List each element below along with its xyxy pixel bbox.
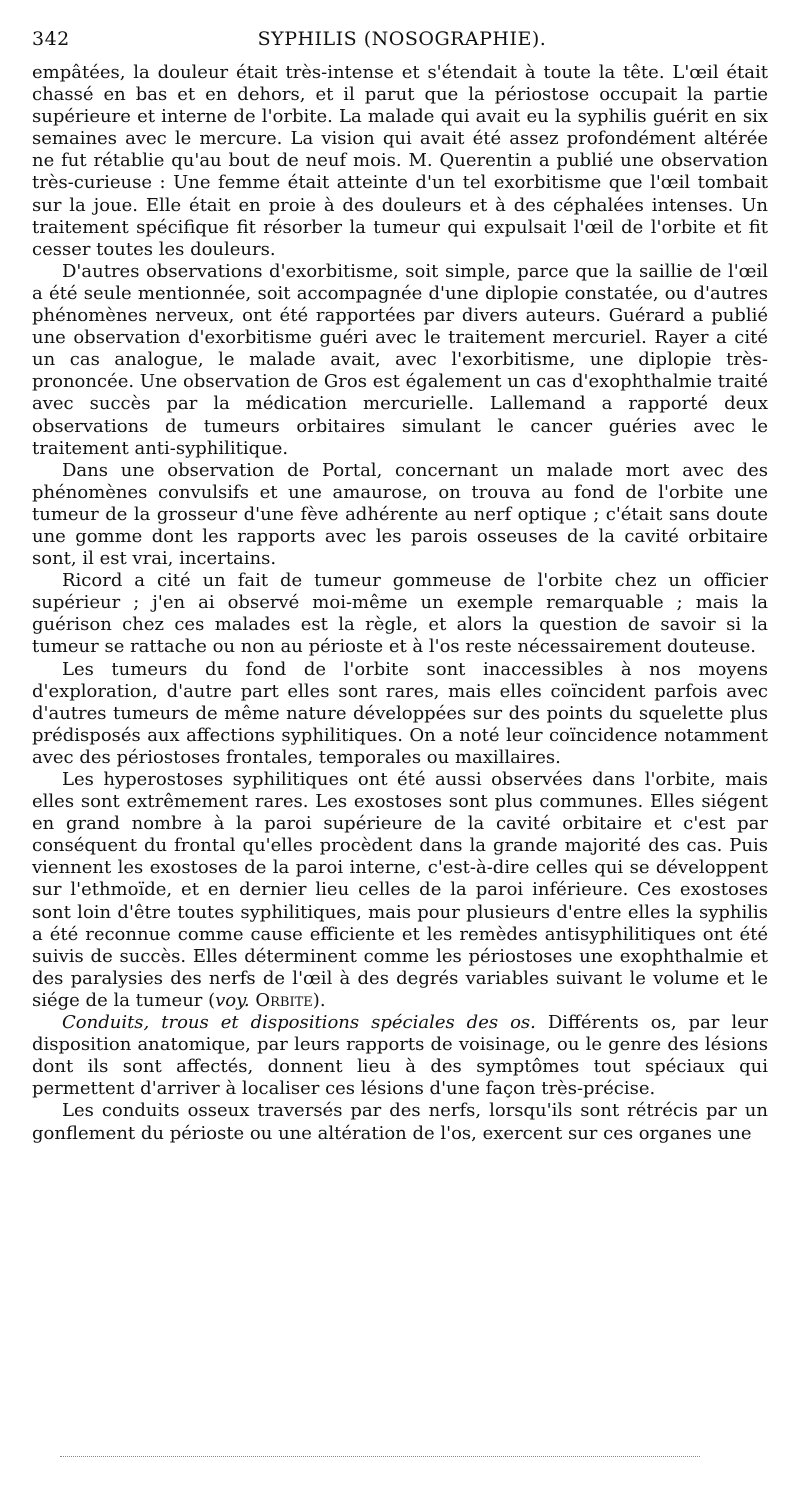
paragraph-5: Les tumeurs du fond de l'orbite sont inaccessibles à nos moyens d'exploration, d'autre part elles sont rares, mais elles coïncident parfois avec d'autres tumeurs de même nature développées sur des points du squelette plus prédisposés aux affections syphilitiques. On a noté leur coïncidence notamment avec des périostoses frontales, temporales ou maxillaires. [32,658,768,768]
paragraph-7 [32,1012,768,1100]
cross-reference-orbite: Orbite [255,989,313,1011]
paragraph-1: empâtées, la douleur était très-intense et s'étendait à toute la tête. L'œil était chassé en bas et en dehors, et il parut que la périostose occupait la partie supérieure et interne de l'orbite. La malade qui avait eu la syphilis guérit en six semaines avec le mercure. La vision qui avait été assez profondément altérée ne fut rétablie qu'au bout de neuf mois. M. Querentin a publié une observation très-curieuse : Une femme était atteinte d'un tel exorbitisme que l'œil tombait sur la joue. Elle était en proie à des douleurs et à des céphalées intenses. Un traitement spécifique fit résorber la tumeur qui expulsait l'œil de l'orbite et fit cesser toutes les douleurs. [32,62,768,260]
paragraph-3: Dans une observation de Portal, concernant un malade mort avec des phénomènes convulsifs et une amaurose, on trouva au fond de l'orbite une tumeur de la grosseur d'une fève adhérente au nerf optique ; c'était sans doute une gomme dont les rapports avec les parois osseuses de la cavité orbitaire sont, il est vrai, incertains. [32,459,768,570]
running-head: SYPHILIS (NOSOGRAPHIE). [257,28,547,50]
footer-dotted-rule [60,1456,700,1457]
section-lead-heading: Conduits, trous et dispositions spéciales des os. [62,1012,536,1034]
paragraph-6-end: ). [312,989,326,1011]
paragraph-7-text: Différents os, par leur disposition anatomique, par leurs rapports de voisinage, ou le genre des lésions dont ils sont affectés, donnent lieu à des symptômes tout spéciaux qui permettent d'arriver à localiser ces lésions d'une façon très-précise. [32,1012,768,1100]
page-header [32,28,772,56]
page-number: 342 [32,28,70,50]
paragraph-6 [32,769,768,1012]
paragraph-4: Ricord a cité un fait de tumeur gommeuse de l'orbite chez un officier supérieur ; j'en ai observé moi-même un exemple remarquable ; mais la guérison chez ces malades est la règle, et alors la question de savoir si la tumeur se rattache ou non au périoste et à l'os reste nécessairement douteuse. [32,570,768,658]
paragraph-2: D'autres observations d'exorbitisme, soit simple, parce que la saillie de l'œil a été seule mentionnée, soit accompagnée d'une diplopie constatée, ou d'autres phénomènes nerveux, ont été rapportées par divers auteurs. Guérard a publié une observation d'exorbitisme guéri avec le traitement mercuriel. Rayer a cité un cas analogue, le malade avait, avec l'exorbitisme, une diplopie très-prononcée. Une observation de Gros est également un cas d'exophthalmie traité avec succès par la médication mercurielle. Lallemand a rapporté deux observations de tumeurs orbitaires simulant le cancer guéries avec le traitement anti-syphilitique. [32,260,768,459]
voy-abbreviation: voy. [215,989,250,1011]
paragraph-6-text: Les hyperostoses syphilitiques ont été aussi observées dans l'orbite, mais elles sont extrêmement rares. Les exostoses sont plus communes. Elles siégent en grand nombre à la paroi supérieure de la cavité orbitaire et c'est par conséquent du frontal qu'elles procèdent dans la grande majorité des cas. Puis viennent les exostoses de la paroi interne, c'est-à-dire celles qui se développent sur l'ethmoïde, et en dernier lieu celles de la paroi inférieure. Ces exostoses sont loin d'être toutes syphilitiques, mais pour plusieurs d'entre elles la syphilis a été reconnue comme cause efficiente et les remèdes antisyphilitiques ont été suivis de succès. Elles déterminent comme les périostoses une exophthalmie et des paralysies des nerfs de l'œil à des degrés variables suivant le volume et le siége de la tumeur ( [32,769,768,1011]
body-text [32,62,768,1145]
paragraph-8: Les conduits osseux traversés par des nerfs, lorsqu'ils sont rétrécis par un gonflement du périoste ou une altération de l'os, exercent sur ces organes une [32,1100,768,1144]
